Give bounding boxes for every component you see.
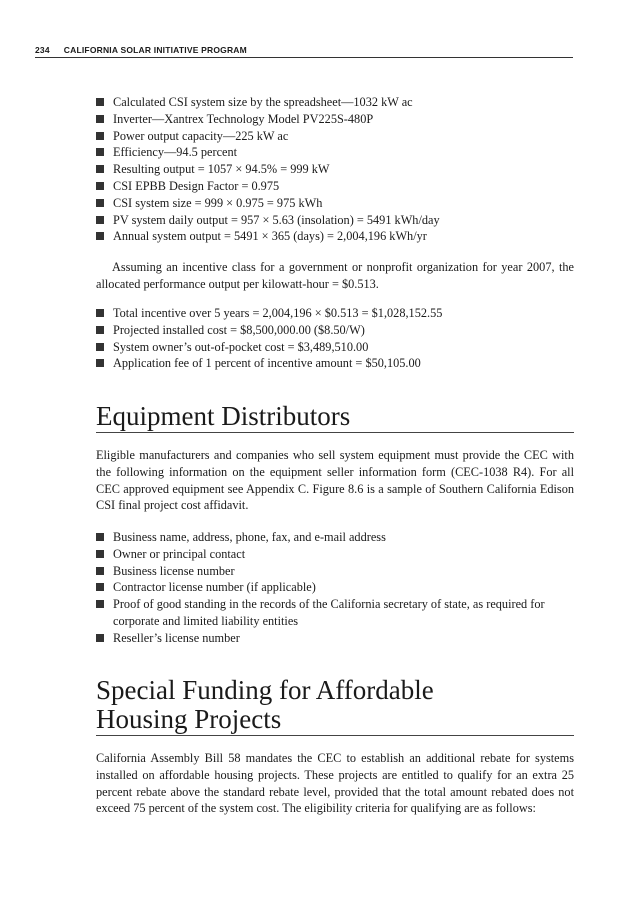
list-item: Power output capacity—225 kW ac xyxy=(96,128,574,145)
list-item: Business name, address, phone, fax, and e-mail address xyxy=(96,529,574,546)
list-item: Resulting output = 1057 × 94.5% = 999 kW xyxy=(96,161,574,178)
calculation-list xyxy=(96,94,574,245)
bullet-square-icon xyxy=(96,309,104,317)
running-title: CALIFORNIA SOLAR INITIATIVE PROGRAM xyxy=(63,45,247,55)
list-item: Contractor license number (if applicable) xyxy=(96,579,574,596)
list-item: Application fee of 1 percent of incentive amount = $50,105.00 xyxy=(96,355,574,372)
equipment-list xyxy=(96,529,574,647)
bullet-square-icon xyxy=(96,98,104,106)
bullet-square-icon xyxy=(96,567,104,575)
bullet-square-icon xyxy=(96,583,104,591)
heading-line-2: Housing Projects xyxy=(96,704,282,734)
list-item: CSI EPBB Design Factor = 0.975 xyxy=(96,178,574,195)
special-funding-heading xyxy=(96,676,574,736)
bullet-square-icon xyxy=(96,359,104,367)
bullet-square-icon xyxy=(96,115,104,123)
page-number: 234 xyxy=(35,45,50,55)
equipment-paragraph: Eligible manufacturers and companies who sell system equipment must provide the CEC with the following information on the equipment seller information form (CEC-1038 R4). For all CEC approved equipment see Appendix C. Figure 8.6 is a sample of Southern California Edison CSI final project cost affidavit. xyxy=(96,448,574,513)
list-item: Reseller’s license number xyxy=(96,630,574,647)
running-header xyxy=(35,44,573,58)
list-item: Total incentive over 5 years = 2,004,196 × $0.513 = $1,028,152.55 xyxy=(96,305,574,322)
incentive-list xyxy=(96,305,574,372)
bullet-square-icon xyxy=(96,216,104,224)
bullet-square-icon xyxy=(96,634,104,642)
bullet-square-icon xyxy=(96,550,104,558)
list-item: Inverter—Xantrex Technology Model PV225S-480P xyxy=(96,111,574,128)
bullet-square-icon xyxy=(96,199,104,207)
bullet-square-icon xyxy=(96,165,104,173)
list-item: Calculated CSI system size by the spreadsheet—1032 kW ac xyxy=(96,94,574,111)
list-item: Efficiency—94.5 percent xyxy=(96,144,574,161)
bullet-square-icon xyxy=(96,182,104,190)
equipment-distributors-heading: Equipment Distributors xyxy=(96,402,574,433)
bullet-square-icon xyxy=(96,343,104,351)
list-item: Projected installed cost = $8,500,000.00 ($8.50/W) xyxy=(96,322,574,339)
list-item: Proof of good standing in the records of the California secretary of state, as required for corporate and limited liability entities xyxy=(96,596,574,630)
bullet-square-icon xyxy=(96,132,104,140)
bullet-square-icon xyxy=(96,326,104,334)
bullet-square-icon xyxy=(96,232,104,240)
heading-line-1: Special Funding for Affordable xyxy=(96,675,434,705)
bullet-square-icon xyxy=(96,533,104,541)
special-funding-paragraph: California Assembly Bill 58 mandates the CEC to establish an additional rebate for systems installed on affordable housing projects. These projects are entitled to qualify for an extra 25 percent rebate above the standard rebate level, provided that the total amount rebated does not exceed 75 percent of the system cost. The eligibility criteria for qualifying are as follows: xyxy=(96,751,574,816)
bullet-square-icon xyxy=(96,600,104,608)
assumption-paragraph: Assuming an incentive class for a government or nonprofit organization for year 2007, the allocated performance output per kilowatt-hour = $0.513. xyxy=(96,260,574,291)
list-item: Annual system output = 5491 × 365 (days) = 2,004,196 kWh/yr xyxy=(96,228,574,245)
list-item: Business license number xyxy=(96,563,574,580)
bullet-square-icon xyxy=(96,148,104,156)
list-item: Owner or principal contact xyxy=(96,546,574,563)
list-item: PV system daily output = 957 × 5.63 (insolation) = 5491 kWh/day xyxy=(96,212,574,229)
list-item: System owner’s out-of-pocket cost = $3,489,510.00 xyxy=(96,339,574,356)
list-item: CSI system size = 999 × 0.975 = 975 kWh xyxy=(96,195,574,212)
